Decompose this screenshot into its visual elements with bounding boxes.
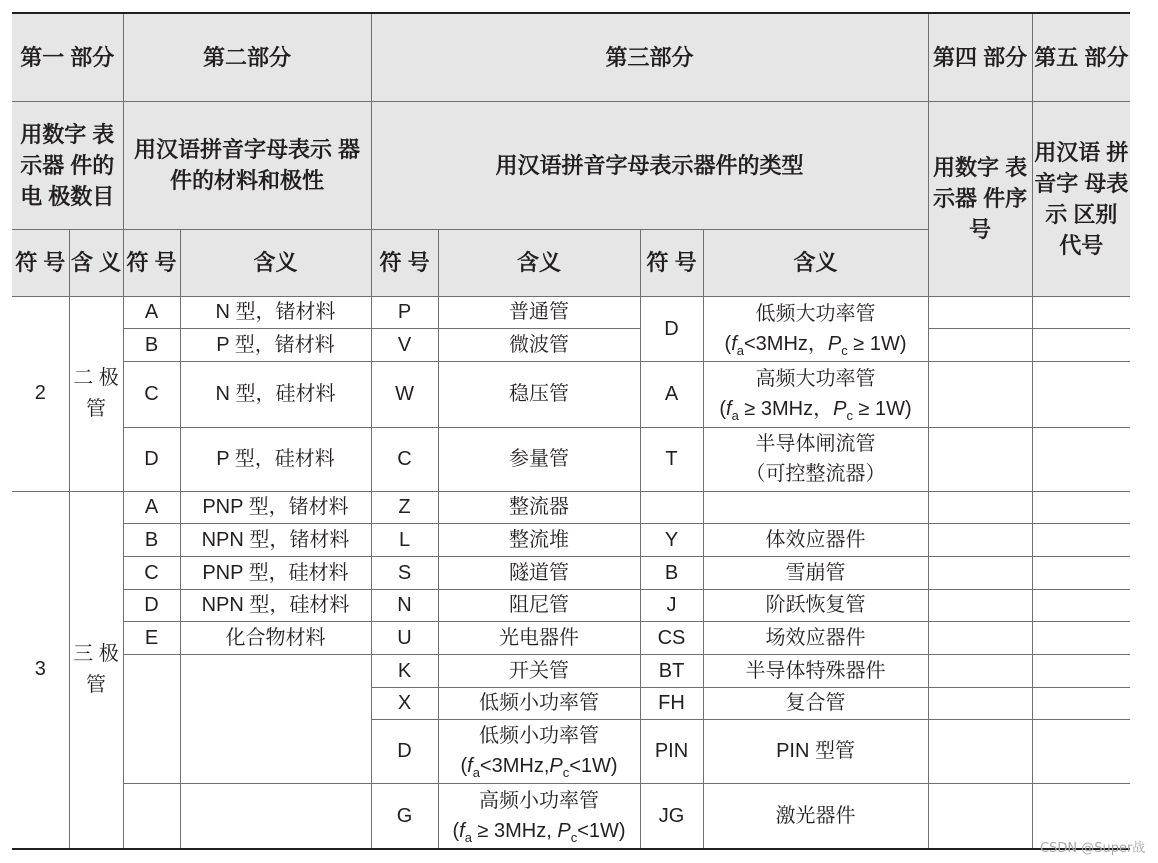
note-symbol: P <box>833 398 847 420</box>
header-part-2: 第二部分 <box>123 13 371 101</box>
note-text: <1W) <box>569 755 618 777</box>
note-subscript: a <box>472 765 480 780</box>
serial-number-cell <box>928 654 1032 687</box>
group-device-name: 二 极 管 <box>69 296 123 491</box>
note-symbol: P <box>827 332 842 355</box>
note-subscript: c <box>570 829 578 845</box>
material-symbol: B <box>123 328 180 361</box>
material-meaning: N 型，硅材料 <box>180 361 371 427</box>
type-meaning: 开关管 <box>438 654 640 687</box>
header-desc-serial-number: 用数字 表示器 件序号 <box>928 101 1032 296</box>
device-naming-table <box>12 12 1130 850</box>
distinction-code-cell <box>1032 491 1130 523</box>
type-symbol-2: T <box>640 427 703 491</box>
type-meaning: 隧道管 <box>438 556 640 589</box>
type-meaning-2 <box>703 296 928 361</box>
type-meaning: 稳压管 <box>438 361 640 427</box>
header-desc-device-type: 用汉语拼音字母表示器件的类型 <box>371 101 928 229</box>
type-meaning-2: 复合管 <box>703 687 928 719</box>
material-meaning: PNP 型，硅材料 <box>180 556 371 589</box>
serial-number-cell <box>928 328 1032 361</box>
note-text: <3MHz, <box>479 755 550 777</box>
type-symbol-2: BT <box>640 654 703 687</box>
type-meaning-2: PIN 型管 <box>703 719 928 783</box>
empty-cell <box>180 783 371 849</box>
frequency-power-note <box>439 751 640 781</box>
header-symbol: 符 号 <box>12 229 69 296</box>
distinction-code-cell <box>1032 296 1130 328</box>
type-symbol-2: FH <box>640 687 703 719</box>
type-symbol-2: A <box>640 361 703 427</box>
note-symbol: P <box>557 819 571 842</box>
header-row-parts <box>12 13 1130 101</box>
header-part-3: 第三部分 <box>371 13 928 101</box>
type-meaning: 阻尼管 <box>438 589 640 621</box>
empty-cell <box>123 654 180 783</box>
material-symbol: B <box>123 523 180 556</box>
note-text: <3MHz， <box>744 332 828 355</box>
type-meaning-2 <box>703 427 928 491</box>
type-meaning: 参量管 <box>438 427 640 491</box>
type-meaning-2-label: 半导体闸流管 <box>755 433 876 455</box>
type-meaning-2 <box>703 361 928 427</box>
table-row <box>12 783 1130 849</box>
table-row <box>12 621 1130 654</box>
note-text: ( <box>724 332 732 355</box>
distinction-code-cell <box>1032 589 1130 621</box>
type-meaning-2: 阶跃恢复管 <box>703 589 928 621</box>
table-row <box>12 491 1130 523</box>
serial-number-cell <box>928 523 1032 556</box>
header-desc-distinction-code: 用汉语 拼音字 母表示 区别 代号 <box>1032 101 1130 296</box>
serial-number-cell <box>928 556 1032 589</box>
type-symbol-2: JG <box>640 783 703 849</box>
type-meaning-2: 雪崩管 <box>703 556 928 589</box>
type-symbol: G <box>371 783 438 849</box>
material-meaning: N 型，锗材料 <box>180 296 371 328</box>
type-symbol: P <box>371 296 438 328</box>
header-meaning: 含 义 <box>69 229 123 296</box>
material-meaning: 化合物材料 <box>180 621 371 654</box>
empty-cell <box>640 491 703 523</box>
note-symbol: P <box>549 755 563 777</box>
type-meaning-2-extra: （可控整流器） <box>745 463 886 485</box>
note-subscript: c <box>841 342 848 358</box>
type-meaning-2-label: 低频大功率管 <box>755 302 876 325</box>
distinction-code-cell <box>1032 654 1130 687</box>
header-row-descriptions <box>12 101 1130 229</box>
header-part-4: 第四 部分 <box>928 13 1032 101</box>
empty-cell <box>180 654 371 783</box>
table-row <box>12 523 1130 556</box>
header-symbol: 符 号 <box>640 229 703 296</box>
header-desc-electrode-count: 用数字 表示器 件的电 极数目 <box>12 101 123 229</box>
serial-number-cell <box>928 621 1032 654</box>
material-meaning: NPN 型，硅材料 <box>180 589 371 621</box>
note-symbol: f <box>731 332 737 355</box>
type-symbol: N <box>371 589 438 621</box>
type-meaning: 整流堆 <box>438 523 640 556</box>
table-row <box>12 654 1130 687</box>
header-part-5: 第五 部分 <box>1032 13 1130 101</box>
serial-number-cell <box>928 783 1032 849</box>
table-row <box>12 427 1130 491</box>
distinction-code-cell <box>1032 556 1130 589</box>
type-symbol-2: Y <box>640 523 703 556</box>
type-meaning-2: 半导体特殊器件 <box>703 654 928 687</box>
type-symbol: X <box>371 687 438 719</box>
note-text: ≥ 1W) <box>847 332 907 355</box>
distinction-code-cell <box>1032 687 1130 719</box>
note-text: ( <box>452 819 460 842</box>
serial-number-cell <box>928 361 1032 427</box>
table-row <box>12 361 1130 427</box>
note-text: ( <box>719 398 726 420</box>
material-meaning: P 型，硅材料 <box>180 427 371 491</box>
type-meaning-2: 激光器件 <box>703 783 928 849</box>
material-symbol: C <box>123 556 180 589</box>
type-meaning: 低频小功率管 <box>438 687 640 719</box>
type-meaning: 普通管 <box>438 296 640 328</box>
material-symbol: D <box>123 589 180 621</box>
type-meaning-label: 低频小功率管 <box>479 725 600 747</box>
header-meaning: 含义 <box>703 229 928 296</box>
serial-number-cell <box>928 427 1032 491</box>
type-symbol-2: B <box>640 556 703 589</box>
type-symbol: S <box>371 556 438 589</box>
material-symbol: E <box>123 621 180 654</box>
type-meaning: 整流器 <box>438 491 640 523</box>
type-meaning-2: 体效应器件 <box>703 523 928 556</box>
type-symbol: W <box>371 361 438 427</box>
type-symbol: C <box>371 427 438 491</box>
table-row <box>12 328 1130 361</box>
type-meaning-2: 场效应器件 <box>703 621 928 654</box>
note-subscript: a <box>464 829 472 845</box>
type-meaning: 微波管 <box>438 328 640 361</box>
distinction-code-cell <box>1032 621 1130 654</box>
material-symbol: A <box>123 491 180 523</box>
header-part-1: 第一 部分 <box>12 13 123 101</box>
type-symbol: U <box>371 621 438 654</box>
type-symbol-2: D <box>640 296 703 361</box>
distinction-code-cell <box>1032 361 1130 427</box>
header-desc-material-polarity: 用汉语拼音字母表示 器件的材料和极性 <box>123 101 371 229</box>
note-text: ≥ 3MHz, <box>471 819 558 842</box>
header-meaning: 含义 <box>438 229 640 296</box>
serial-number-cell <box>928 589 1032 621</box>
material-meaning: NPN 型，锗材料 <box>180 523 371 556</box>
header-meaning: 含义 <box>180 229 371 296</box>
table-header <box>12 13 1130 296</box>
note-text: ( <box>460 755 468 777</box>
note-text: ≥ 3MHz， <box>738 398 834 420</box>
frequency-power-note <box>704 329 928 359</box>
table-row <box>12 589 1130 621</box>
note-subscript: c <box>846 408 853 423</box>
distinction-code-cell <box>1032 427 1130 491</box>
note-subscript: a <box>736 342 744 358</box>
type-meaning-label: 高频小功率管 <box>479 789 600 812</box>
type-meaning: 光电器件 <box>438 621 640 654</box>
note-subscript: c <box>562 765 570 780</box>
serial-number-cell <box>928 296 1032 328</box>
material-symbol: D <box>123 427 180 491</box>
note-symbol: f <box>467 755 473 777</box>
frequency-power-note <box>439 816 640 846</box>
table-row <box>12 556 1130 589</box>
note-text: <1W) <box>577 819 626 842</box>
type-symbol-2: PIN <box>640 719 703 783</box>
material-meaning: PNP 型，锗材料 <box>180 491 371 523</box>
note-symbol: f <box>459 819 465 842</box>
material-meaning: P 型，锗材料 <box>180 328 371 361</box>
distinction-code-cell <box>1032 719 1130 783</box>
type-symbol: L <box>371 523 438 556</box>
note-subscript: a <box>731 408 739 423</box>
type-symbol: V <box>371 328 438 361</box>
type-meaning <box>438 719 640 783</box>
type-symbol: K <box>371 654 438 687</box>
type-symbol-2: J <box>640 589 703 621</box>
distinction-code-cell <box>1032 328 1130 361</box>
table-body <box>12 296 1130 849</box>
distinction-code-cell <box>1032 523 1130 556</box>
group-device-name: 三 极 管 <box>69 491 123 849</box>
group-electrode-count: 3 <box>12 491 69 849</box>
frequency-power-note <box>704 394 928 424</box>
header-symbol: 符 号 <box>371 229 438 296</box>
note-symbol: f <box>726 398 732 420</box>
watermark: CSDN @Super战 <box>1040 841 1146 856</box>
material-symbol: A <box>123 296 180 328</box>
type-meaning <box>438 783 640 849</box>
empty-cell <box>703 491 928 523</box>
empty-cell <box>123 783 180 849</box>
note-text: ≥ 1W) <box>852 398 912 420</box>
type-symbol: D <box>371 719 438 783</box>
type-meaning-2-label: 高频大功率管 <box>755 368 876 390</box>
serial-number-cell <box>928 719 1032 783</box>
serial-number-cell <box>928 491 1032 523</box>
type-symbol: Z <box>371 491 438 523</box>
serial-number-cell <box>928 687 1032 719</box>
header-symbol: 符 号 <box>123 229 180 296</box>
type-symbol-2: CS <box>640 621 703 654</box>
material-symbol: C <box>123 361 180 427</box>
table-row <box>12 296 1130 328</box>
group-electrode-count: 2 <box>12 296 69 491</box>
